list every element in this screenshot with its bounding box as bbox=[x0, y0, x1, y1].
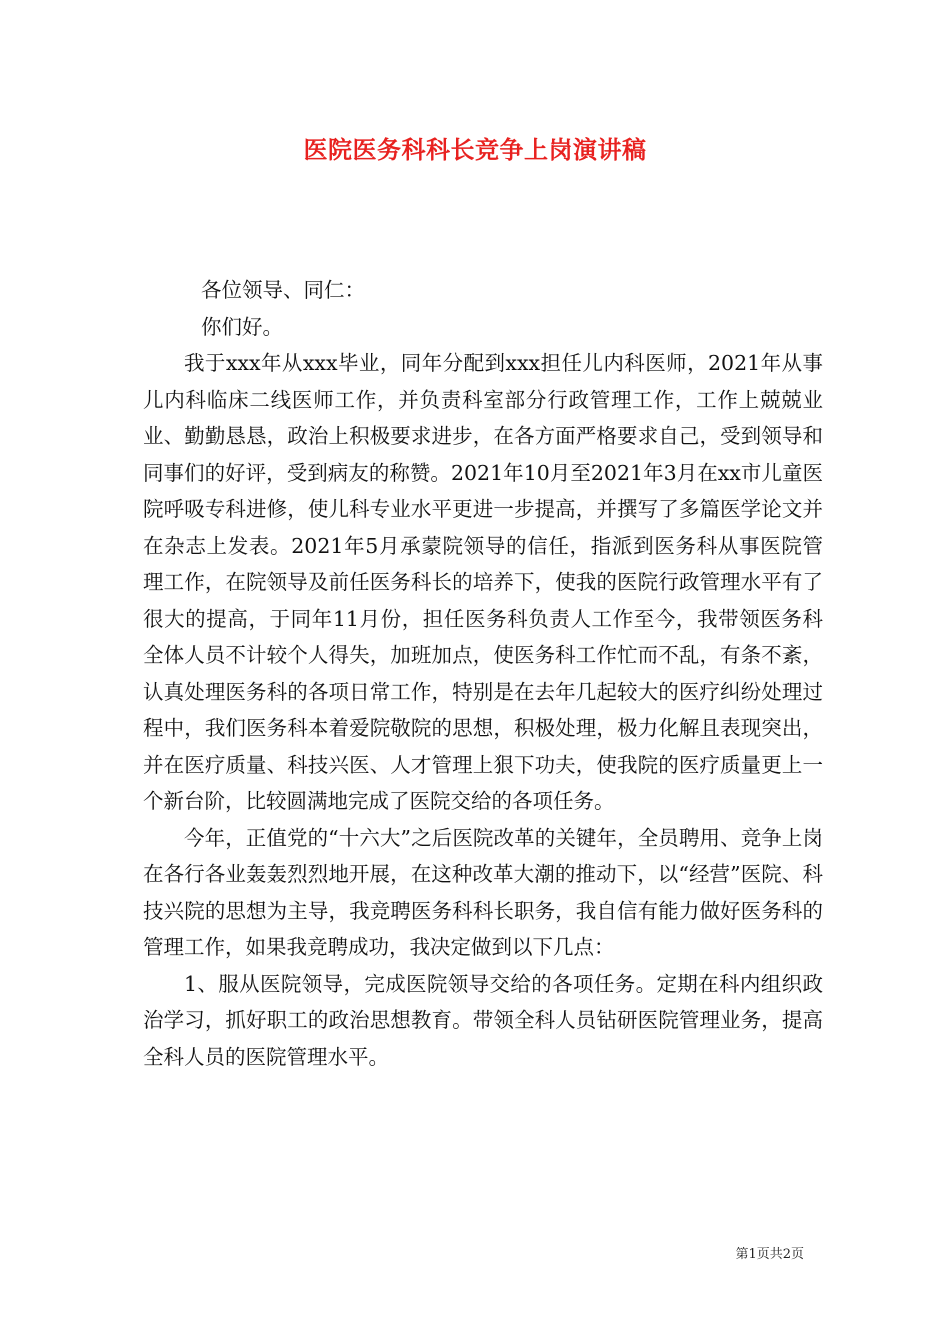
document-body bbox=[143, 272, 823, 1075]
paragraph-2: 今年，正值党的“十六大”之后医院改革的关键年，全员聘用、竞争上岗在各行各业轰轰烈烈地开展，在这种改革大潮的推动下，以“经营”医院、科技兴院的思想为主导，我竞聘医务科科长职务，我自信有能力做好医务科的管理工作，如果我竞聘成功，我决定做到以下几点： bbox=[143, 825, 823, 959]
salutation: 各位领导、同仁： bbox=[201, 278, 365, 302]
greeting: 你们好。 bbox=[201, 314, 283, 339]
document-title: 医院医务科科长竞争上岗演讲稿 bbox=[303, 135, 647, 164]
paragraph-1: 我于xxx年从xxx毕业，同年分配到xxx担任儿内科医师，2021年从事儿内科临床二线医师工作，并负责科室部分行政管理工作，工作上兢兢业业、勤勤恳恳，政治上积极要求进步，在各方面严格要求自己，受到领导和同事们的好评，受到病友的称赞。2021年10月至2021年3月在xx市儿童医院呼吸专科进修，使儿科专业水平更进一步提高，并撰写了多篇医学论文并在杂志上发表。2021年5月承蒙院领导的信任，指派到医务科从事医院管理工作，在院领导及前任医务科长的培养下，使我的医院行政管理水平有了很大的提高，于同年11月份，担任医务科负责人工作至今，我带领医务科全体人员不计较个人得失，加班加点，使医务科工作忙而不乱，有条不紊，认真处理医务科的各项日常工作，特别是在去年几起较大的医疗纠纷处理过程中，我们医务科本着爱院敬院的思想，积极处理，极力化解且表现突出，并在医疗质量、科技兴医、人才管理上狠下功夫，使我院的医疗质量更上一个新台阶，比较圆满地完成了医院交给的各项任务。 bbox=[143, 351, 823, 813]
page-number: 第1页共2页 bbox=[735, 1247, 804, 1262]
paragraph-3: 1、服从医院领导，完成医院领导交给的各项任务。定期在科内组织政治学习，抓好职工的政治思想教育。带领全科人员钻研医院管理业务，提高全科人员的医院管理水平。 bbox=[143, 971, 823, 1069]
